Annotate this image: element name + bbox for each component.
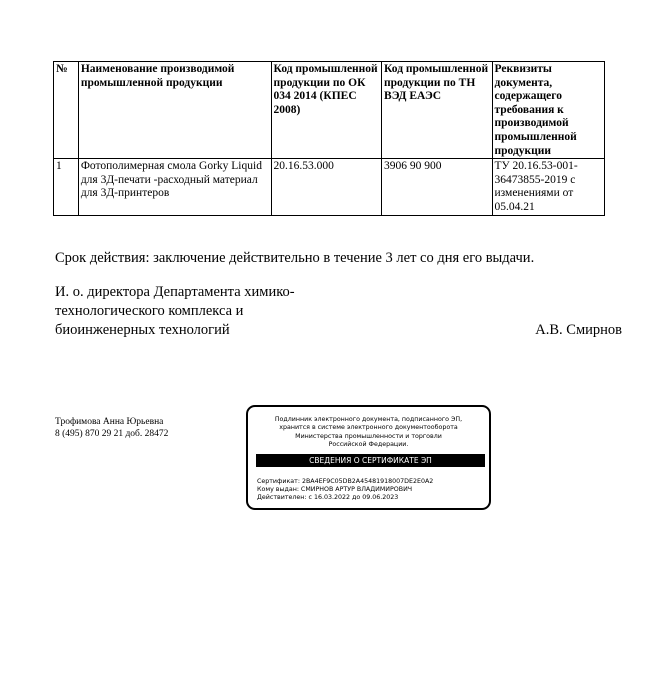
signatory-name: А.В. Смирнов — [535, 322, 622, 338]
executor-name: Трофимова Анна Юрьевна — [55, 417, 164, 427]
executor-info — [55, 417, 168, 440]
header-number: № — [54, 62, 79, 159]
table-row — [54, 159, 605, 215]
stamp-notice-line: Министерства промышленности и торговли — [295, 432, 442, 440]
cell-number: 1 — [54, 159, 79, 215]
stamp-notice-line: Подлинник электронного документа, подписанного ЭП, — [274, 416, 463, 423]
electronic-signature-stamp — [246, 405, 491, 510]
cell-product-name: Фотополимерная смола Gorky Liquid для 3Д-печати -расходный материал для 3Д-принтеров — [78, 159, 271, 215]
position-line: биоинженерных технологий — [55, 322, 230, 338]
products-table — [53, 61, 605, 216]
header-tnved-code: Код промышленной продукции по ТН ВЭД ЕАЭС — [382, 62, 492, 159]
stamp-certificate-header: СВЕДЕНИЯ О СЕРТИФИКАТЕ ЭП — [256, 454, 485, 467]
stamp-notice-line: хранится в системе электронного документооборота — [279, 424, 458, 432]
header-product-name: Наименование производимой промышленной продукции — [78, 62, 271, 159]
cell-tnved-code: 3906 90 900 — [382, 159, 492, 215]
cell-requirements: ТУ 20.16.53-001-36473855-2019 с изменениями от 05.04.21 — [492, 159, 604, 215]
executor-phone: 8 (495) 870 29 21 доб. 28472 — [55, 428, 169, 439]
stamp-notice-line: Российской Федерации. — [328, 440, 409, 448]
stamp-notice — [252, 416, 485, 449]
stamp-certificate-details — [257, 478, 433, 502]
header-requirements: Реквизиты документа, содержащего требования к производимой промышленной продукции — [492, 62, 604, 159]
table-header-row — [54, 62, 605, 159]
stamp-certificate-number: Сертификат: 2BA4EF9C05DB2A45481918007DE2E0A2 — [257, 478, 434, 485]
validity-statement: Срок действия: заключение действительно в течение 3 лет со дня его выдачи. — [55, 250, 535, 266]
stamp-validity: Действителен: с 16.03.2022 до 09.06.2023 — [257, 494, 399, 501]
position-line: И. о. директора Департамента химико- — [55, 284, 295, 300]
cell-okpd-code: 20.16.53.000 — [271, 159, 381, 215]
stamp-issued-to: Кому выдан: СМИРНОВ АРТУР ВЛАДИМИРОВИЧ — [257, 486, 413, 493]
position-line: технологического комплекса и — [55, 303, 244, 319]
signatory-position — [55, 283, 295, 340]
header-okpd-code: Код промышленной продукции по ОК 034 2014 (КПЕС 2008) — [271, 62, 381, 159]
